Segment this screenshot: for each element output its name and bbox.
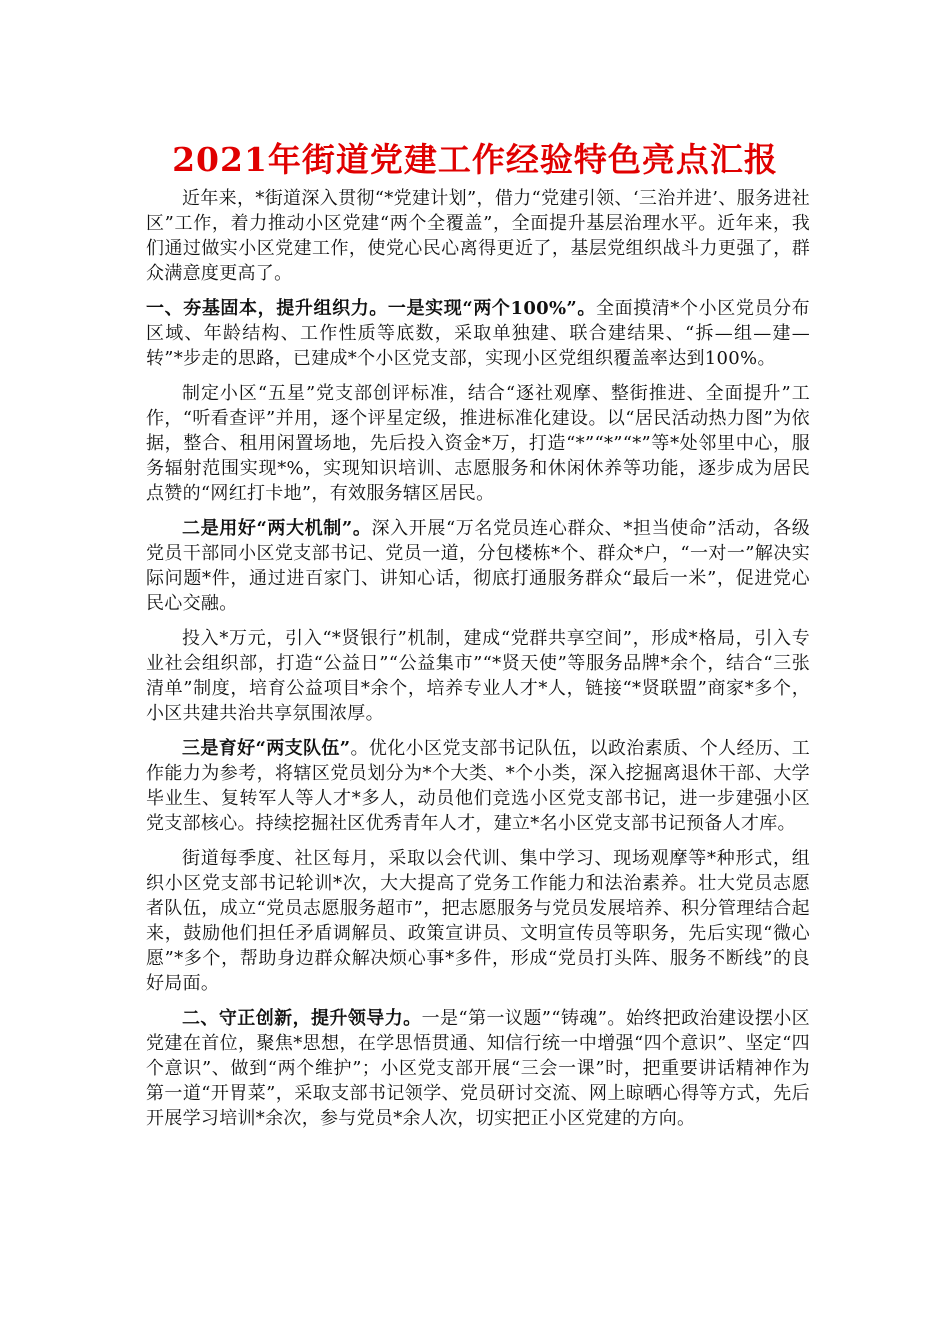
- paragraph-text: 。优化小区党支部书记队伍，以政治素质、个人经历、工作能力为参考，将辖区党员划分为*个大类、*个小类，深入挖掘离退休干部、大学毕业生、复转军人等人才*多人，动员他们竞选小区党支部书记，进一步建强小区党支部核心。持续挖掘社区优秀青年人才，建立*名小区党支部书记预备人才库。: [146, 738, 810, 834]
- paragraph-section-2: [146, 1006, 810, 1131]
- paragraph-lead: 三是育好“两支队伍”: [182, 738, 351, 759]
- paragraph-intro: [146, 186, 810, 286]
- paragraph-text: 制定小区“五星”党支部创评标准，结合“逐社观摩、整街推进、全面提升”工作，“听看查评”并用，逐个评星定级，推进标准化建设。以“居民活动热力图”为依据，整合、租用闲置场地，先后投入资金*万，打造“*”“*”“*”等*处邻里中心，服务辐射范围实现*%，实现知识培训、志愿服务和休闲休养等功能，逐步成为居民点赞的“网红打卡地”，有效服务辖区居民。: [146, 383, 810, 504]
- paragraph-text: 投入*万元，引入“*贤银行”机制，建成“党群共享空间”，形成*格局，引入专业社会组织部，打造“公益日”“公益集市”“*贤天使”等服务品牌*余个，结合“三张清单”制度，培育公益项目*余个，培养专业人才*人，链接“*贤联盟”商家*多个，小区共建共治共享氛围浓厚。: [146, 628, 810, 724]
- paragraph-text: 街道每季度、社区每月，采取以会代训、集中学习、现场观摩等*种形式，组织小区党支部书记轮训*次，大大提高了党务工作能力和法治素养。壮大党员志愿者队伍，成立“党员志愿服务超市”，把志愿服务与党员发展培养、积分管理结合起来，鼓励他们担任矛盾调解员、政策宣讲员、文明宣传员等职务，先后实现“微心愿”*多个，帮助身边群众解决烦心事*多件，形成“党员打头阵、服务不断线”的良好局面。: [146, 848, 810, 994]
- paragraph-two-teams: [146, 736, 810, 836]
- paragraph-lead: 二是用好“两大机制”。: [182, 518, 372, 539]
- paragraph-lead: 一、夯基固本，提升组织力。一是实现“两个100%”。: [146, 298, 596, 319]
- paragraph-text: 一是“第一议题”“铸魂”。始终把政治建设摆小区党建在首位，聚焦*思想，在学思悟贯通、知信行统一中增强“四个意识”、坚定“四个意识”、做到“两个维护”；小区党支部开展“三会一课”时，把重要讲话精神作为第一道“开胃菜”，采取支部书记领学、党员研讨交流、网上晾晒心得等方式，先后开展学习培训*余次，参与党员*余人次，切实把正小区党建的方向。: [146, 1008, 810, 1129]
- paragraph-section-1: [146, 296, 810, 371]
- paragraph-text: 全面摸清*个小区党员分布区域、年龄结构、工作性质等底数，采取单独建、联合建结果、“拆—组—建—转”*步走的思路，已建成*个小区党支部，实现小区党组织覆盖率达到100%。: [146, 298, 810, 369]
- paragraph-investment: [146, 626, 810, 726]
- document-title: 2021年街道党建工作经验特色亮点汇报: [172, 140, 778, 179]
- paragraph-two-mechanisms: [146, 516, 810, 616]
- paragraph-text: 近年来，*街道深入贯彻“*党建计划”，借力“党建引领、‘三治并进’、服务进社区”工作，着力推动小区党建“两个全覆盖”，全面提升基层治理水平。近年来，我们通过做实小区党建工作，使党心民心离得更近了，基层党组织战斗力更强了，群众满意度更高了。: [146, 188, 810, 284]
- paragraph-lead: 二、守正创新，提升领导力。: [182, 1008, 422, 1029]
- document-body: [146, 186, 810, 1141]
- paragraph-text: 深入开展“万名党员连心群众、*担当使命”活动，各级党员干部同小区党支部书记、党员一道，分包楼栋*个、群众*户，“一对一”解决实际问题*件，通过进百家门、讲知心话，彻底打通服务群众“最后一米”，促进党心民心交融。: [146, 518, 810, 614]
- paragraph-five-star: [146, 381, 810, 506]
- paragraph-training: [146, 846, 810, 996]
